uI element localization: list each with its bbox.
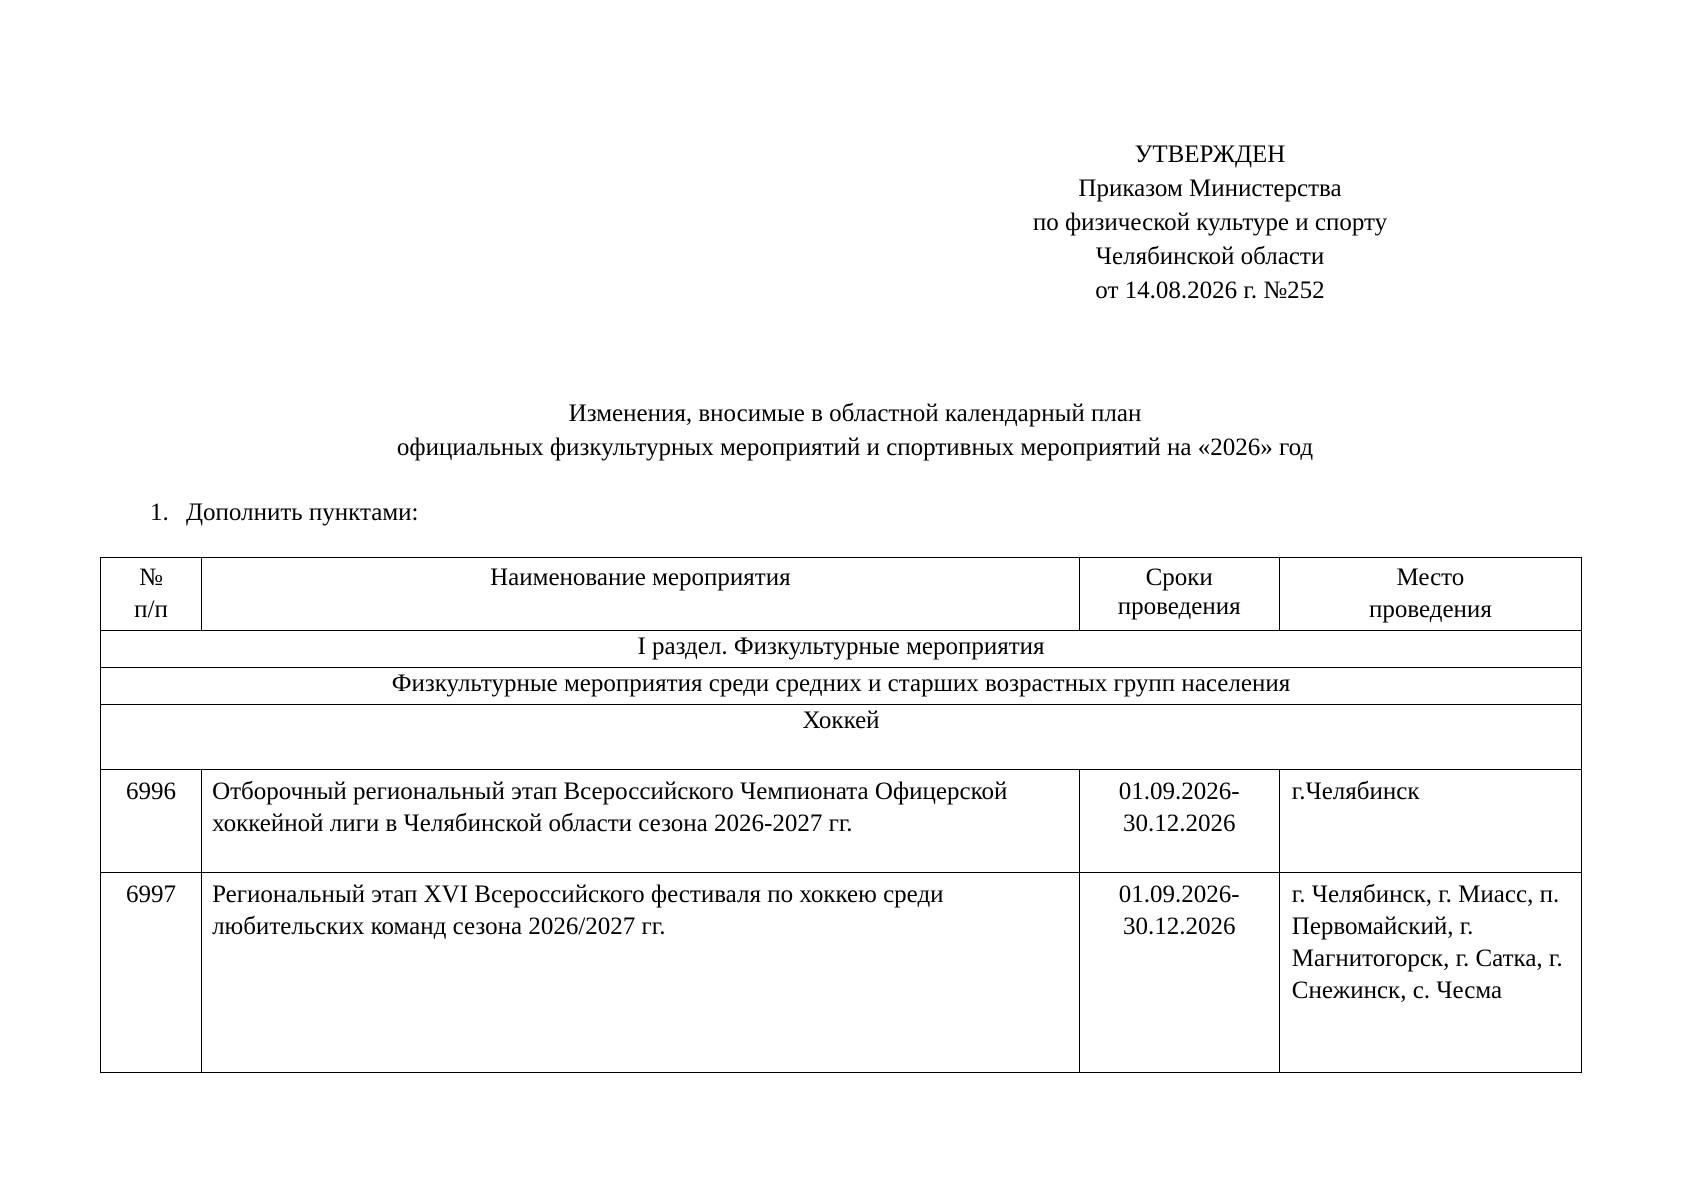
row-date-end: 30.12.2026 xyxy=(1122,810,1236,837)
header-dates-line-2: проведения xyxy=(1117,593,1241,620)
header-number xyxy=(101,558,202,631)
row-event-name: Региональный этап XVI Всероссийского фестиваля по хоккею среди любительских команд сезона 2026/2027 гг. xyxy=(202,873,1080,1073)
events-table xyxy=(100,557,1582,1073)
section-row xyxy=(101,631,1582,668)
table-row xyxy=(101,873,1582,1073)
approval-block xyxy=(1000,138,1420,308)
heading-line-1: Изменения, вносимые в областной календарный план xyxy=(568,400,1142,427)
row-date-start: 01.09.2026- xyxy=(1118,881,1240,908)
subsection-row xyxy=(101,668,1582,705)
header-place-line-1: Место xyxy=(1396,564,1465,591)
sport-row xyxy=(101,705,1582,770)
approval-region-line: Челябинской области xyxy=(1095,243,1325,270)
sport-title: Хоккей xyxy=(101,705,1582,770)
section-title: I раздел. Физкультурные мероприятия xyxy=(101,631,1582,668)
subsection-title: Физкультурные мероприятия среди средних и старших возрастных групп населения xyxy=(101,668,1582,705)
approval-order-line: Приказом Министерства xyxy=(1078,175,1342,202)
instruction-number: 1. xyxy=(150,499,169,526)
table-row xyxy=(101,770,1582,873)
header-place-line-2: проведения xyxy=(1368,596,1492,623)
row-place: г.Челябинск xyxy=(1279,770,1581,873)
header-number-symbol: № xyxy=(139,564,163,591)
document-heading xyxy=(240,397,1470,465)
row-number: 6996 xyxy=(101,770,202,873)
instruction-item xyxy=(150,496,418,530)
row-dates xyxy=(1079,873,1279,1073)
row-place: г. Челябинск, г. Миасс, п. Первомайский, г. Магнитогорск, г. Сатка, г. Снежинск, с. Чесма xyxy=(1279,873,1581,1073)
row-event-name: Отборочный региональный этап Всероссийского Чемпионата Офицерской хоккейной лиги в Челябинской области сезона 2026-2027 гг. xyxy=(202,770,1080,873)
row-date-start: 01.09.2026- xyxy=(1118,778,1240,805)
row-date-end: 30.12.2026 xyxy=(1122,913,1236,940)
row-number: 6997 xyxy=(101,873,202,1073)
header-number-abbrev: п/п xyxy=(134,596,168,623)
table-header-row xyxy=(101,558,1582,631)
header-event-name: Наименование мероприятия xyxy=(202,558,1080,631)
approval-ministry-line: по физической культуре и спорту xyxy=(1032,209,1388,236)
heading-line-2: официальных физкультурных мероприятий и спортивных мероприятий на «2026» год xyxy=(396,434,1314,461)
approval-date-line: от 14.08.2026 г. №252 xyxy=(1095,277,1325,304)
header-place xyxy=(1279,558,1581,631)
header-dates-line-1: Сроки xyxy=(1145,564,1213,591)
approval-title: УТВЕРЖДЕН xyxy=(1134,141,1286,168)
instruction-text: Дополнить пунктами: xyxy=(186,499,419,526)
header-dates xyxy=(1079,558,1279,631)
row-dates xyxy=(1079,770,1279,873)
